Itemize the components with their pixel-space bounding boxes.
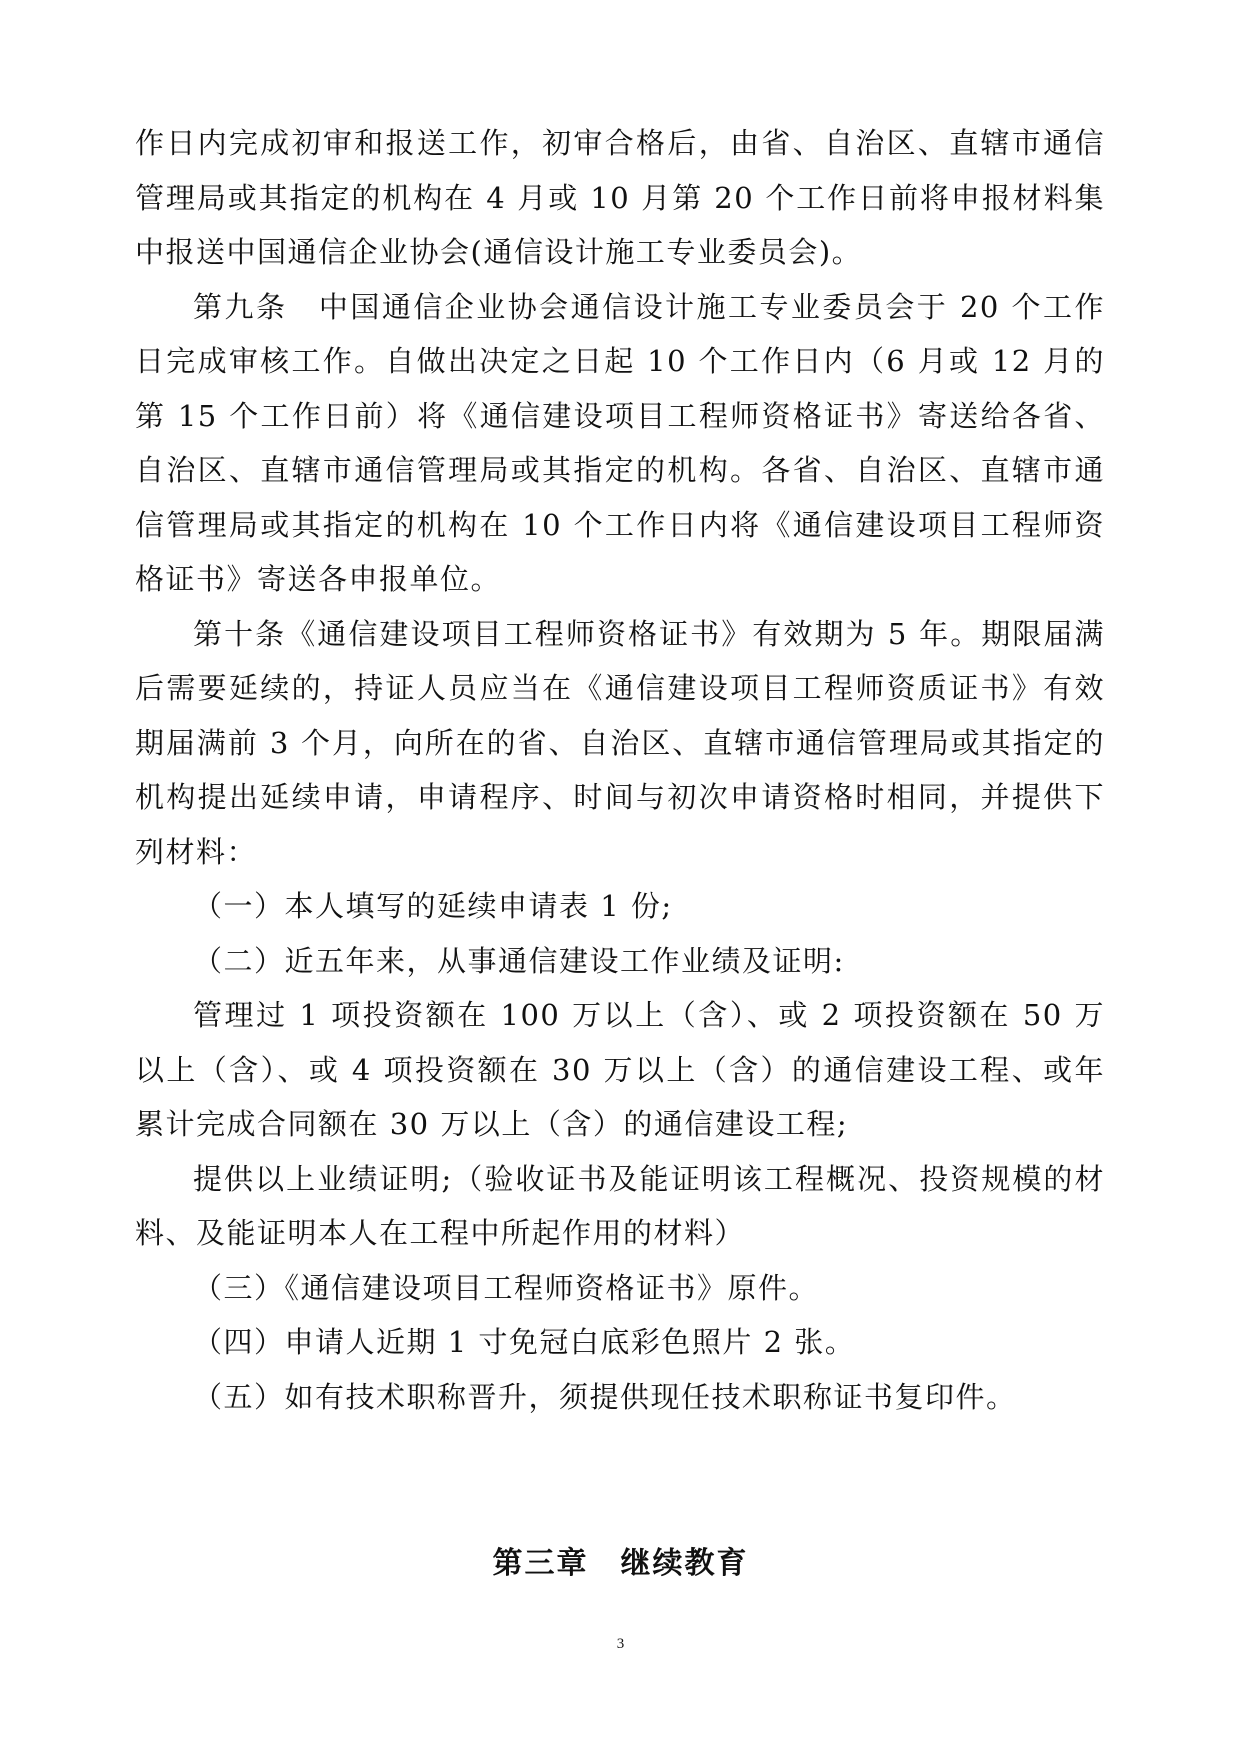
list-item-2: （二）近五年来，从事通信建设工作业绩及证明:: [193, 943, 845, 978]
list-item-2-proof: 提供以上业绩证明;（验收证书及能证明该工程概况、投资规模的材料、及能证明本人在工程中所起作用的材料）: [135, 1161, 1105, 1250]
article-9-paragraph: 第九条 中国通信企业协会通信设计施工专业委员会于 20 个工作日完成审核工作。自做出决定之日起 10 个工作日内（6 月或 12 月的第 15 个工作日前）将《通信建设项目工程师资格证书》寄送给各省、自治区、直辖市通信管理局或其指定的机构。各省、自治区、直辖市通信管理局或其指定的机构在 10 个工作日内将《通信建设项目工程师资格证书》寄送各申报单位。: [135, 289, 1105, 596]
list-item-5: （五）如有技术职称晋升，须提供现任技术职称证书复印件。: [193, 1379, 1017, 1414]
body-text: [135, 116, 1105, 1424]
list-item-1: （一）本人填写的延续申请表 1 份;: [193, 889, 673, 923]
paragraph-continuation: 作日内完成初审和报送工作，初审合格后，由省、自治区、直辖市通信管理局或其指定的机构在 4 月或 10 月第 20 个工作日前将申报材料集中报送中国通信企业协会(通信设计施工专业委员会)。: [135, 126, 1105, 269]
chapter-title: 第三章 继续教育: [492, 1546, 749, 1581]
list-item-2-detail: 管理过 1 项投资额在 100 万以上（含）、或 2 项投资额在 50 万以上（含）、或 4 项投资额在 30 万以上（含）的通信建设工程、或年累计完成合同额在 30 万以上（含）的通信建设工程;: [135, 998, 1105, 1141]
page-number: 3: [616, 1636, 625, 1652]
list-item-3: （三）《通信建设项目工程师资格证书》原件。: [193, 1270, 820, 1305]
list-item-4: （四）申请人近期 1 寸免冠白底彩色照片 2 张。: [193, 1325, 856, 1359]
article-10-paragraph: 第十条《通信建设项目工程师资格证书》有效期为 5 年。期限届满后需要延续的，持证人员应当在《通信建设项目工程师资质证书》有效期届满前 3 个月，向所在的省、自治区、直辖市通信管理局或其指定的机构提出延续申请，申请程序、时间与初次申请资格时相同，并提供下列材料：: [135, 616, 1105, 869]
